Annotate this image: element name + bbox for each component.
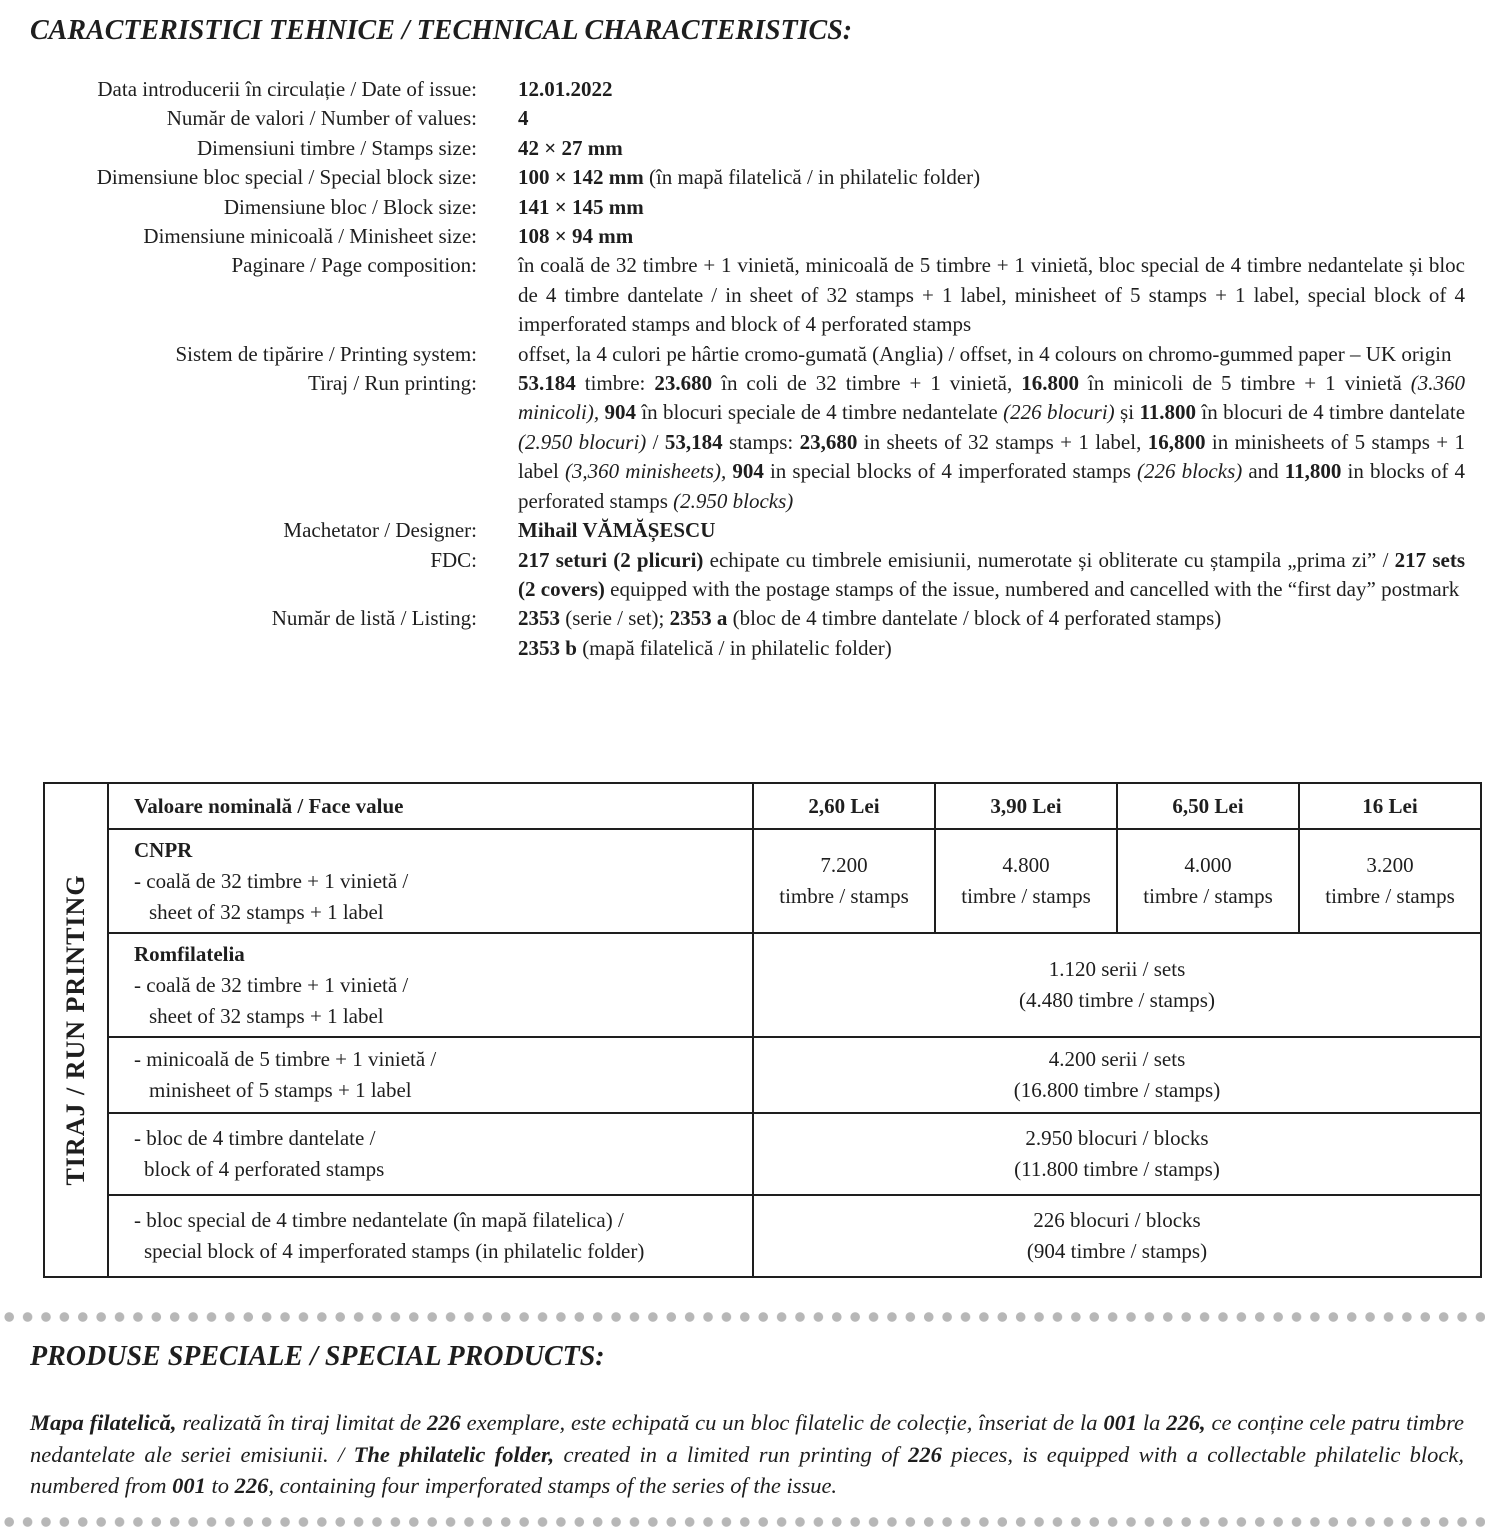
special-bold: 001 [1103, 1410, 1138, 1435]
run-text: timbre: [575, 371, 655, 396]
stamp-count-cell [753, 829, 935, 933]
spec-row-run [0, 369, 1485, 516]
run-number: 11.800 [1139, 400, 1197, 425]
row-line: sheet of 32 stamps + 1 label [149, 899, 384, 924]
spec-row-minisheet [0, 222, 1485, 251]
spec-value: 4 [518, 106, 529, 131]
stamp-count-cell [1117, 829, 1299, 933]
header-label: Valoare nominală / Face value [108, 783, 753, 829]
fdc-text: echipate cu timbrele emisiunii, numerotate și obliterate cu ștampila „prima zi” / [703, 547, 1395, 572]
spec-value: 42 × 27 mm [518, 135, 623, 160]
value-line: 2.950 blocuri / blocks [1025, 1126, 1209, 1150]
special-text-part: realizată în tiraj limitat de [176, 1410, 428, 1435]
value-line: 4.200 serii / sets [1048, 1047, 1186, 1071]
value-line: (16.800 timbre / stamps) [1013, 1078, 1221, 1102]
run-number: 16.800 [1021, 371, 1079, 396]
row-line: - bloc de 4 timbre dantelate / [134, 1126, 376, 1150]
run-text: and [1242, 459, 1285, 484]
row-description [108, 1037, 753, 1113]
spec-value [518, 163, 1465, 192]
special-bold: 226, [1166, 1410, 1206, 1435]
face-value: 16 Lei [1299, 783, 1481, 829]
face-value: 2,60 Lei [753, 783, 935, 829]
table-row-block [44, 1113, 1481, 1195]
run-text: in special blocks of 4 imperforated stamps [763, 459, 1137, 484]
run-note: (226 blocuri) [1003, 400, 1115, 425]
run-text: în blocuri de 4 timbre dantelate [1196, 400, 1466, 425]
run-text: în coli de 32 timbre + 1 vinietă, [712, 371, 1022, 396]
special-text-part: la [1137, 1410, 1167, 1435]
spec-value [518, 604, 1465, 663]
listing-text: (mapă filatelică / in philatelic folder) [576, 635, 892, 660]
side-label: TIRAJ / RUN PRINTING [61, 874, 90, 1186]
run-note: (226 blocks) [1136, 459, 1243, 484]
run-printing-table [43, 782, 1482, 1278]
value-line: 1.120 serii / sets [1048, 957, 1186, 981]
special-text-part: to [205, 1473, 235, 1498]
special-text-part: pieces, is equipped with a collectable philatelic block, numbered from [30, 1441, 1465, 1498]
spec-row-values [0, 104, 1485, 133]
spec-value: Mihail VĂMĂȘESCU [518, 518, 716, 543]
spec-label: Data introducerii în circulație / Date of issue: [97, 77, 477, 101]
row-title: Romfilatelia [134, 941, 245, 966]
run-note: (2.950 blocuri) [518, 429, 647, 454]
listing-bold: 2353 [518, 606, 560, 631]
stamp-count-cell [1299, 829, 1481, 933]
row-line: block of 4 perforated stamps [144, 1157, 385, 1181]
special-bold: 226 [427, 1410, 461, 1435]
row-line: minisheet of 5 stamps + 1 label [149, 1078, 412, 1102]
row-description [108, 933, 753, 1037]
fdc-bold: 217 seturi (2 plicuri) [518, 547, 704, 572]
special-products-text [30, 1407, 1464, 1502]
merged-value-cell [753, 933, 1481, 1037]
run-number: 53,184 [664, 429, 723, 454]
row-line: sheet of 32 stamps + 1 label [149, 1003, 384, 1028]
spec-value-bold: 100 × 142 mm [518, 165, 644, 190]
special-bold: 226 [908, 1441, 942, 1467]
value-line: (4.480 timbre / stamps) [1019, 988, 1215, 1012]
spec-label: Tiraj / Run printing: [308, 371, 477, 396]
stamp-unit: timbre / stamps [961, 884, 1091, 908]
spec-label: Paginare / Page composition: [231, 253, 477, 278]
row-line: - coală de 32 timbre + 1 vinietă / [134, 868, 409, 893]
run-number: 904 [604, 400, 636, 425]
table-row-special-block [44, 1195, 1481, 1277]
spec-row-designer [0, 516, 1485, 545]
spec-label: Machetator / Designer: [283, 518, 477, 543]
run-text: stamps: [722, 429, 800, 454]
face-value: 3,90 Lei [935, 783, 1117, 829]
merged-value-cell [753, 1195, 1481, 1277]
run-number: 23,680 [799, 429, 858, 454]
special-bold: 226 [234, 1473, 269, 1498]
spec-label: Număr de valori / Number of values: [166, 106, 477, 131]
spec-row-block [0, 193, 1485, 222]
special-text-part: exemplare, este echipată cu un bloc filatelic de colecție, înseriat de la [460, 1410, 1104, 1435]
run-note: (3,360 minisheets), [564, 459, 727, 484]
spec-label: FDC: [430, 547, 477, 572]
stamp-count-cell [935, 829, 1117, 933]
spec-label: Sistem de tipărire / Printing system: [175, 341, 477, 366]
table-row-cnpr [44, 829, 1481, 933]
row-line: special block of 4 imperforated stamps (in philatelic folder) [144, 1239, 645, 1263]
special-bold: Mapa filatelică, [30, 1410, 177, 1435]
table-row-minisheet [44, 1037, 1481, 1113]
table-row-romfilatelia [44, 933, 1481, 1037]
row-description [108, 829, 753, 933]
spec-label: Dimensiuni timbre / Stamps size: [197, 135, 477, 160]
merged-value-cell [753, 1113, 1481, 1195]
spec-row-fdc [0, 546, 1485, 605]
run-text: / [646, 429, 665, 454]
special-products-heading: PRODUSE SPECIALE / SPECIAL PRODUCTS: [30, 1341, 605, 1372]
spec-row-date [0, 75, 1485, 104]
stamp-unit: timbre / stamps [1325, 884, 1455, 908]
run-number: 16,800 [1147, 429, 1206, 454]
fdc-bold: 217 sets (2 covers) [518, 547, 1465, 601]
listing-bold: 2353 b [518, 635, 577, 660]
stamp-count: 3.200 [1366, 853, 1414, 877]
stamp-unit: timbre / stamps [1143, 884, 1273, 908]
run-text: și [1114, 400, 1140, 425]
run-text: in sheets of 32 stamps + 1 label, [857, 429, 1148, 454]
dotted-divider [0, 1516, 1485, 1528]
run-note: (2.950 blocks) [673, 488, 794, 513]
special-bold: 001 [172, 1473, 206, 1498]
spec-row-special-block [0, 163, 1485, 192]
spec-value [518, 546, 1465, 605]
run-text: in blocks of 4 perforated stamps [518, 459, 1466, 513]
merged-value-cell [753, 1037, 1481, 1113]
spec-row-stamps-size [0, 134, 1485, 163]
row-line: - coală de 32 timbre + 1 vinietă / [134, 972, 409, 997]
dotted-divider [0, 1311, 1485, 1323]
value-line: (904 timbre / stamps) [1026, 1239, 1208, 1263]
row-title: CNPR [134, 837, 193, 862]
row-line: - bloc special de 4 timbre nedantelate (în mapă filatelica) / [134, 1208, 624, 1232]
spec-row-printing [0, 340, 1485, 369]
spec-value: offset, la 4 culori pe hârtie cromo-gumată (Anglia) / offset, in 4 colours on chromo-gummed paper – UK origin [518, 341, 1452, 366]
special-text-part: , containing four imperforated stamps of the series of the issue. [268, 1473, 838, 1498]
spec-label: Dimensiune bloc special / Special block size: [96, 165, 477, 190]
spec-value: 108 × 94 mm [518, 224, 634, 249]
run-number: 23.680 [654, 371, 713, 396]
fdc-text: equipped with the postage stamps of the issue, numbered and cancelled with the “first day” postmark [604, 576, 1460, 601]
value-line: (11.800 timbre / stamps) [1014, 1157, 1220, 1181]
spec-list [0, 75, 1485, 663]
stamp-unit: timbre / stamps [779, 884, 909, 908]
row-line: - minicoală de 5 timbre + 1 vinietă / [134, 1047, 437, 1071]
stamp-count: 7.200 [820, 853, 868, 877]
listing-bold: 2353 a [669, 606, 728, 631]
spec-label: Număr de listă / Listing: [271, 606, 477, 631]
special-text-part: ce conține cele patru timbre nedantelate ale seriei emisiunii. / [30, 1410, 1464, 1467]
run-note: (3.360 minicoli), [518, 371, 1465, 425]
special-text-part: created in a limited run printing of [554, 1441, 909, 1467]
value-line: 226 blocuri / blocks [1033, 1208, 1201, 1232]
spec-label: Dimensiune bloc / Block size: [223, 194, 477, 219]
run-number: 904 [732, 459, 764, 484]
run-text: în minicoli de 5 timbre + 1 vinietă [1078, 371, 1411, 396]
run-text: în blocuri speciale de 4 timbre nedantelate [635, 400, 1004, 425]
spec-label: Dimensiune minicoală / Minisheet size: [143, 224, 477, 249]
row-description [108, 1113, 753, 1195]
stamp-count: 4.800 [1002, 853, 1050, 877]
spec-value-note: (în mapă filatelică / in philatelic folder) [643, 165, 981, 190]
run-number: 53.184 [518, 371, 576, 396]
row-description [108, 1195, 753, 1277]
spec-value: 12.01.2022 [518, 77, 613, 101]
spec-value: în coală de 32 timbre + 1 vinietă, minicoală de 5 timbre + 1 vinietă, bloc special de 4 timbre nedantelate și bloc de 4 timbre dantelate / in sheet of 32 stamps + 1 label, minisheet of 5 stamps + 1 label, special block of 4 imperforated stamps and block of 4 perforated stamps [518, 253, 1465, 337]
face-value: 6,50 Lei [1117, 783, 1299, 829]
spec-value [518, 369, 1465, 516]
spec-value: 141 × 145 mm [518, 194, 644, 219]
stamp-count: 4.000 [1184, 853, 1232, 877]
run-text: in minisheets of 5 stamps + 1 label [518, 429, 1465, 484]
side-label-cell [44, 783, 108, 1277]
listing-text: (bloc de 4 timbre dantelate / block of 4 perforated stamps) [727, 606, 1222, 631]
listing-text: (serie / set); [560, 606, 670, 631]
run-number: 11,800 [1284, 459, 1342, 484]
special-bold: The philatelic folder, [353, 1441, 555, 1467]
spec-row-page [0, 251, 1485, 339]
table-header-row [44, 783, 1481, 829]
spec-row-listing [0, 604, 1485, 663]
technical-heading: CARACTERISTICI TEHNICE / TECHNICAL CHARACTERISTICS: [30, 15, 853, 46]
